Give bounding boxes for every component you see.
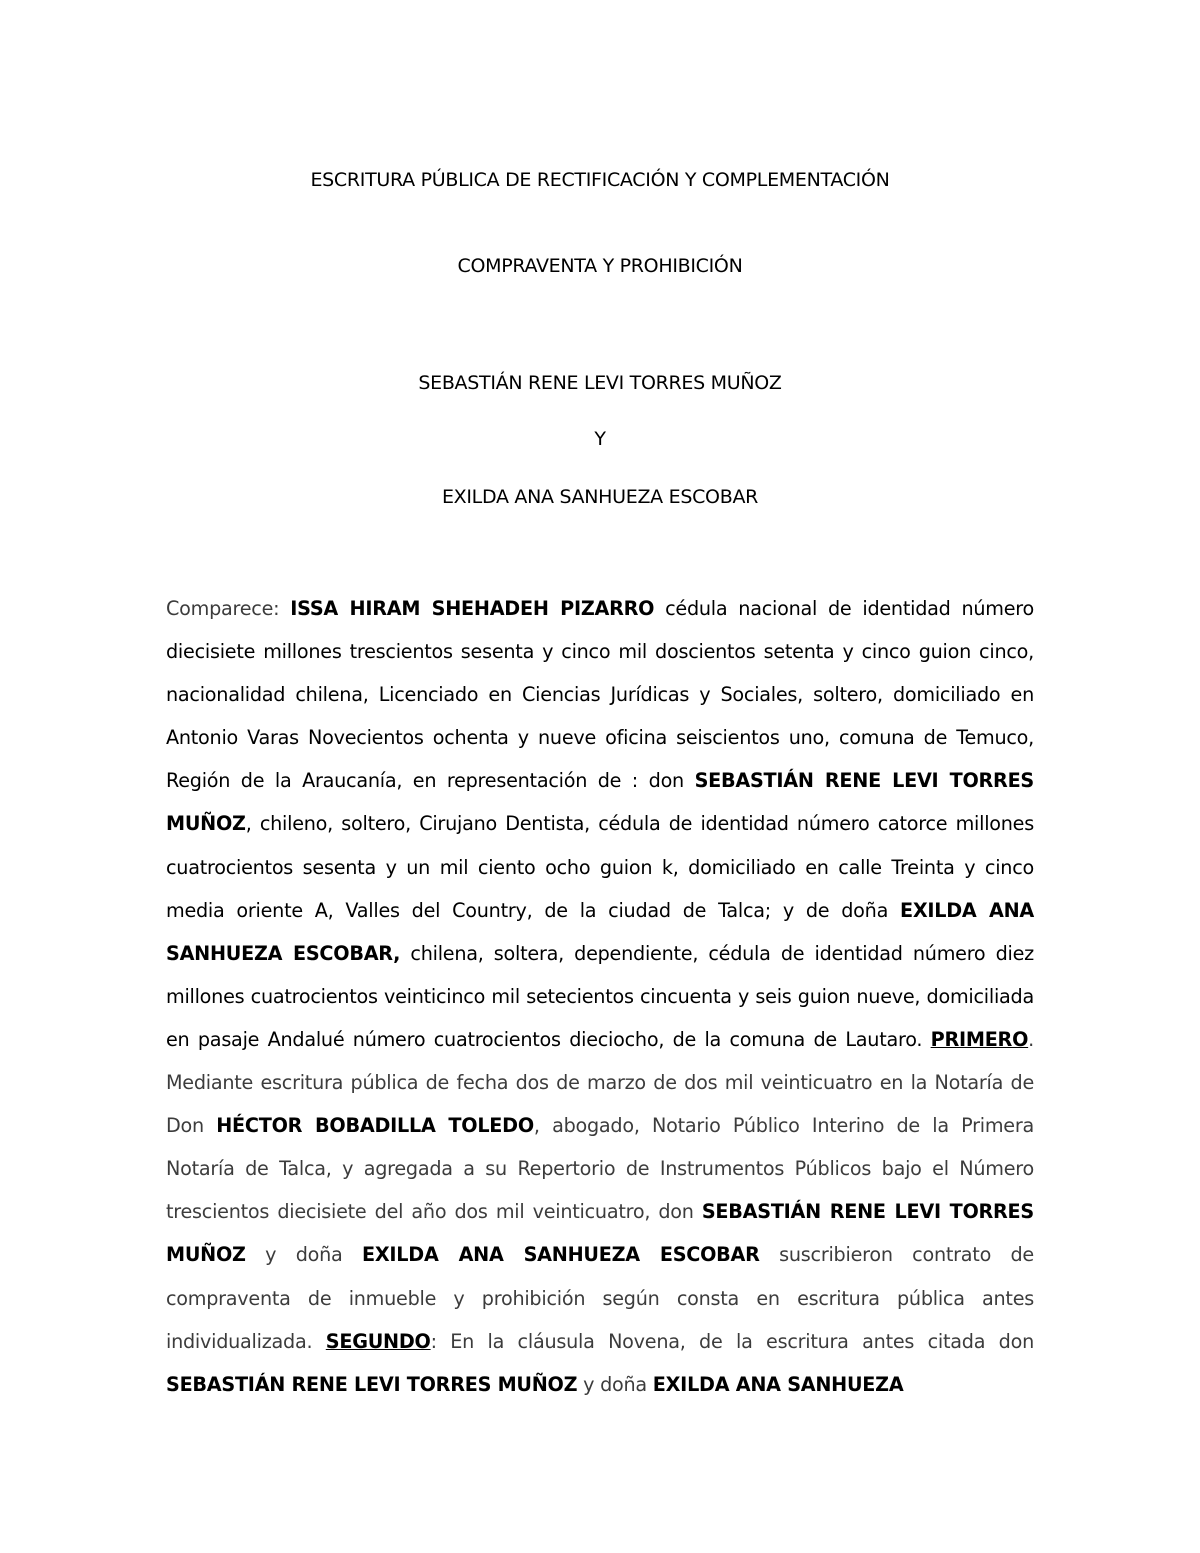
clause-primero-text: . Mediante escritura pública de fecha dos de marzo de dos mil veinticuatro en la Notaría de Don xyxy=(166,1027,1034,1138)
buyer-details: , chileno, soltero, Cirujano Dentista, cédula de identidad número catorce millones cuatrocientos sesenta y un mil ciento ocho guion k, domiciliado en calle Treinta y cinco media oriente A, Valles del Country, de la ciudad de Talca; y de doña xyxy=(166,812,1034,922)
buyer-two-name-ref-2: EXILDA ANA SANHUEZA xyxy=(652,1372,904,1396)
document-subtitle: COMPRAVENTA Y PROHIBICIÓN xyxy=(457,255,743,277)
party-one-name: SEBASTIÁN RENE LEVI TORRES MUÑOZ xyxy=(418,372,782,394)
contract-text: suscribieron contrato de compraventa de inmueble y prohibición según consta en escritura pública antes individualizada. xyxy=(166,1243,1034,1353)
buyer-name-ref: SEBASTIÁN RENE LEVI TORRES MUÑOZ xyxy=(166,1200,1034,1267)
party-conjunction: Y xyxy=(594,428,606,450)
clause-segundo-heading: SEGUNDO xyxy=(325,1329,431,1353)
body-paragraph xyxy=(166,587,1034,1406)
party-two-name: EXILDA ANA SANHUEZA ESCOBAR xyxy=(441,486,759,508)
buyer-two-name: EXILDA ANA SANHUEZA ESCOBAR, xyxy=(166,898,1035,965)
representative-name: ISSA HIRAM SHEHADEH PIZARRO xyxy=(290,597,655,620)
appearance-label: Comparece: xyxy=(166,597,291,620)
notary-details: , abogado, Notario Público Interino de la Primera Notaría de Talca, y agregada a su Repertorio de Instrumentos Públicos bajo el Número trescientos diecisiete del año dos mil veinticuatro, don xyxy=(166,1114,1035,1224)
buyer-two-name-ref: EXILDA ANA SANHUEZA ESCOBAR xyxy=(362,1243,760,1267)
buyer-name-ref-2: SEBASTIÁN RENE LEVI TORRES MUÑOZ xyxy=(166,1372,578,1396)
buyer-two-details: chilena, soltera, dependiente, cédula de identidad número diez millones cuatrocientos veinticinco mil setecientos cincuenta y seis guion nueve, domiciliada en pasaje Andalué número cuatrocientos dieciocho, de la comuna de Lautaro. xyxy=(166,941,1034,1051)
clause-primero-heading: PRIMERO xyxy=(930,1027,1029,1051)
clause-segundo-text: : En la cláusula Novena, de la escritura antes citada don xyxy=(430,1329,1034,1353)
document-title: ESCRITURA PÚBLICA DE RECTIFICACIÓN Y COMPLEMENTACIÓN xyxy=(310,169,890,191)
connector-text-2: y doña xyxy=(577,1372,653,1396)
representative-details: cédula nacional de identidad número diecisiete millones trescientos sesenta y cinco mil doscientos setenta y cinco guion cinco, nacionalidad chilena, Licenciado en Ciencias Jurídicas y Sociales, soltero, domiciliado en Antonio Varas Novecientos ochenta y nueve oficina seiscientos uno, comuna de Temuco, Región de la Araucanía, en representación de : don xyxy=(166,597,1034,793)
buyer-name: SEBASTIÁN RENE LEVI TORRES MUÑOZ xyxy=(166,769,1034,836)
connector-text: y doña xyxy=(245,1243,362,1267)
notary-name: HÉCTOR BOBADILLA TOLEDO xyxy=(216,1114,534,1138)
